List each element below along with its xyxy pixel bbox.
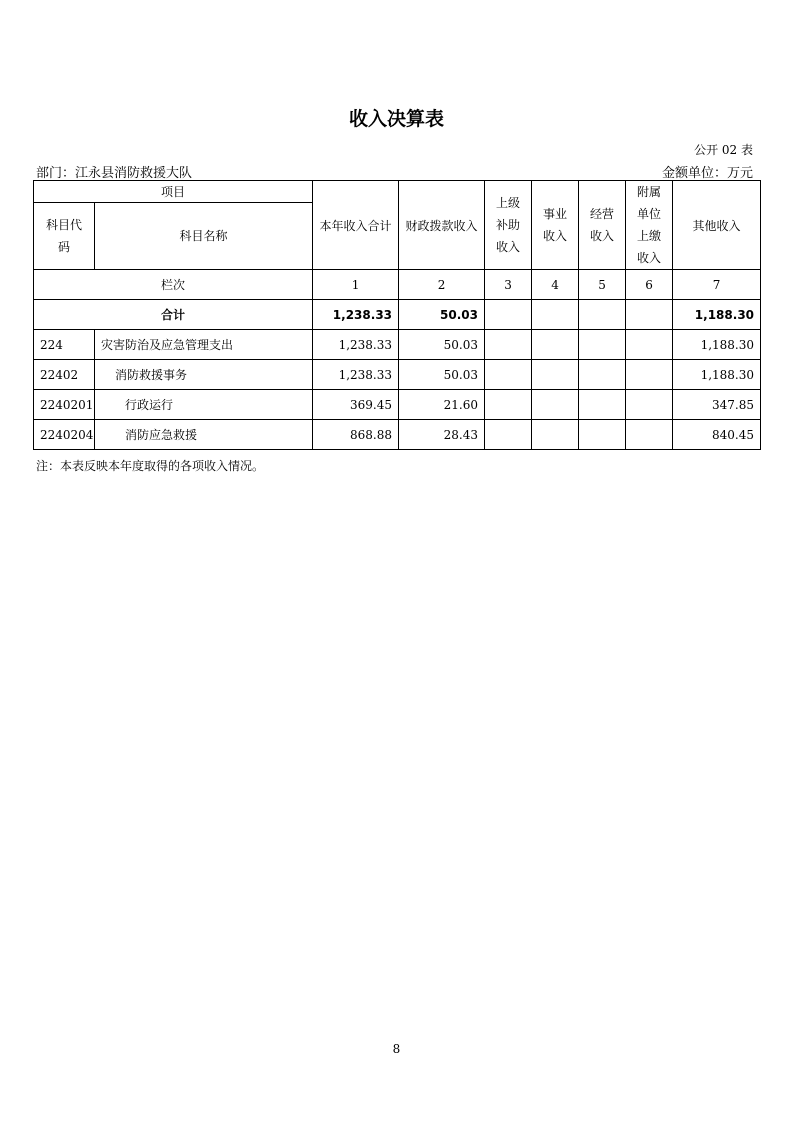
income-table [33,180,761,450]
empty-cell [579,300,626,330]
header-col-business: 事业收入 [532,181,579,270]
empty-cell [626,360,673,390]
col-num: 5 [579,270,626,300]
header-col-other: 其他收入 [673,181,761,270]
row-fiscal: 28.43 [399,420,485,450]
page-number: 8 [392,1042,401,1056]
col-num: 2 [399,270,485,300]
header-row-1 [34,181,761,203]
row-code: 22402 [34,360,95,390]
row-other: 347.85 [673,390,761,420]
row-code: 2240201 [34,390,95,420]
table-row [34,360,761,390]
row-code: 224 [34,330,95,360]
header-col-total: 本年收入合计 [313,181,399,270]
total-other: 1,188.30 [673,300,761,330]
col-num: 3 [485,270,532,300]
empty-cell [626,390,673,420]
table-note: 注：本表反映本年度取得的各项收入情况。 [36,459,265,473]
col-num: 4 [532,270,579,300]
row-total: 868.88 [313,420,399,450]
header-code: 科目代码 [34,202,95,269]
row-code: 2240204 [34,420,95,450]
table-row [34,420,761,450]
empty-cell [579,360,626,390]
column-number-row [34,270,761,300]
empty-cell [626,300,673,330]
empty-cell [485,330,532,360]
row-label: 栏次 [34,270,313,300]
total-row [34,300,761,330]
row-other: 1,188.30 [673,360,761,390]
row-fiscal: 50.03 [399,360,485,390]
empty-cell [626,420,673,450]
row-total: 1,238.33 [313,360,399,390]
header-col-operating: 经营收入 [579,181,626,270]
header-col-fiscal: 财政拨款收入 [399,181,485,270]
amount-unit-label: 金额单位：万元 [661,166,753,181]
row-total: 1,238.33 [313,330,399,360]
empty-cell [532,360,579,390]
empty-cell [485,420,532,450]
row-name: 消防应急救援 [95,420,313,450]
table-row [34,390,761,420]
empty-cell [485,390,532,420]
row-other: 840.45 [673,420,761,450]
row-name: 消防救援事务 [95,360,313,390]
empty-cell [485,300,532,330]
empty-cell [626,330,673,360]
row-fiscal: 21.60 [399,390,485,420]
empty-cell [579,420,626,450]
page-title: 收入决算表 [348,108,444,130]
row-other: 1,188.30 [673,330,761,360]
empty-cell [532,390,579,420]
header-col-affiliated: 附属单位上缴收入 [626,181,673,270]
col-num: 1 [313,270,399,300]
empty-cell [532,300,579,330]
empty-cell [579,330,626,360]
total-fiscal: 50.03 [399,300,485,330]
row-name: 灾害防治及应急管理支出 [95,330,313,360]
header-item: 项目 [34,181,313,203]
row-fiscal: 50.03 [399,330,485,360]
col-num: 6 [626,270,673,300]
empty-cell [532,330,579,360]
total-label: 合计 [34,300,313,330]
header-name: 科目名称 [95,202,313,269]
table-row [34,330,761,360]
form-number: 公开 02 表 [694,143,753,157]
department-label: 部门：江永县消防救援大队 [36,166,193,181]
header-col-superior: 上级补助收入 [485,181,532,270]
empty-cell [485,360,532,390]
total-amount: 1,238.33 [313,300,399,330]
row-total: 369.45 [313,390,399,420]
empty-cell [532,420,579,450]
col-num: 7 [673,270,761,300]
row-name: 行政运行 [95,390,313,420]
empty-cell [579,390,626,420]
